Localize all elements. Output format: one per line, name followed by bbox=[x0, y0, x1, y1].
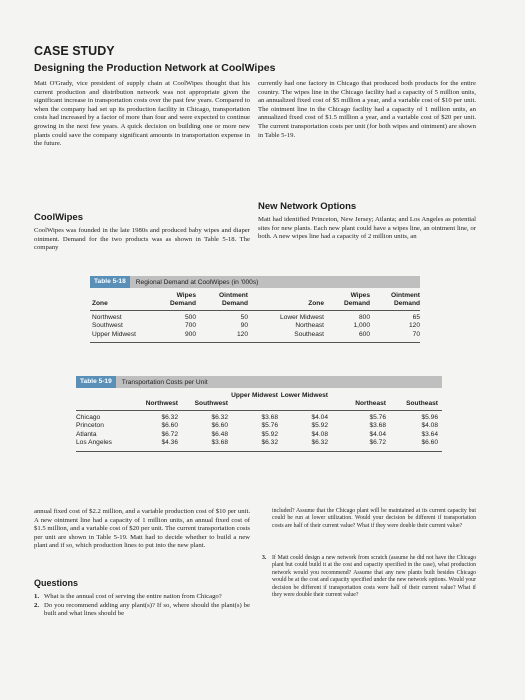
table-cell: Lower Midwest bbox=[280, 314, 324, 321]
table-5-18 bbox=[90, 276, 420, 343]
t518-col-ointment-2: Ointment Demand bbox=[391, 292, 420, 307]
table-cell: 800 bbox=[358, 314, 370, 321]
table-cell: Chicago bbox=[76, 414, 101, 421]
table-cell: Princeton bbox=[76, 422, 104, 430]
table-cell: Southwest bbox=[92, 322, 123, 330]
intro-right-paragraph: currently had one factory in Chicago that produced both products for the entire country. The wipes line in the Chicago facility had a capacity of 5 million units, an annualized fixed cost of $5 million a year, and a variable cost of $10 per unit. The ointment line in the Chicago facility had a capacity of 1 million units, an annualized fixed cost of $1.5 million a year, and a variable cost of $20 per unit. The current transportation costs per unit (for both wipes and ointment) are shown in Table 5-19. bbox=[258, 80, 476, 139]
table-5-19 bbox=[76, 376, 442, 452]
t519-col-northwest: Northwest bbox=[145, 400, 178, 407]
question-3 bbox=[262, 555, 476, 599]
t518-col-wipes: Wipes Demand bbox=[169, 292, 196, 307]
t519-col-southwest: Southwest bbox=[194, 400, 228, 407]
table-cell: $5.96 bbox=[421, 414, 438, 421]
table-cell: 65 bbox=[412, 314, 420, 321]
table-cell: $5.92 bbox=[261, 430, 278, 438]
table-cell: 90 bbox=[240, 322, 248, 330]
table-cell: 900 bbox=[184, 330, 196, 338]
table-cell: $4.36 bbox=[161, 439, 178, 447]
table-5-18-label: Table 5-18 bbox=[90, 276, 130, 288]
new-options-heading: New Network Options bbox=[258, 201, 357, 212]
table-cell: 1,000 bbox=[353, 322, 370, 330]
table-5-19-caption bbox=[76, 376, 442, 388]
table-cell: $4.08 bbox=[311, 430, 328, 438]
table-cell: $3.68 bbox=[261, 414, 278, 421]
table-cell: $4.04 bbox=[369, 430, 386, 438]
table-cell: 700 bbox=[184, 322, 196, 330]
table-cell: Northeast bbox=[295, 322, 324, 330]
table-cell: $6.32 bbox=[211, 414, 228, 421]
table-cell: $6.60 bbox=[421, 439, 438, 447]
t519-col-lower-midwest: Lower Midwest bbox=[280, 392, 328, 399]
table-cell: $5.92 bbox=[311, 422, 328, 430]
table-cell: $6.60 bbox=[161, 422, 178, 430]
questions-list-right bbox=[262, 555, 476, 599]
question-2 bbox=[34, 602, 250, 619]
coolwipes-heading: CoolWipes bbox=[34, 212, 83, 223]
t518-col-zone: Zone bbox=[92, 300, 108, 307]
question-1 bbox=[34, 593, 250, 602]
question-text: If Matt could design a new network from scratch (assume he did not have the Chicago plant but could build it at the cost and capacity specified in the case), what production network would you recommend? Assume that any new plants built besides Chicago would be at the cost and capacity specified under the new network options. Would your decision be different if transportation costs were half of their current value? What if they were double their current value? bbox=[272, 555, 476, 599]
table-cell: $3.64 bbox=[421, 430, 438, 438]
questions-list-left bbox=[34, 593, 250, 619]
t519-col-southeast: Southeast bbox=[406, 400, 438, 407]
question-text: What is the annual cost of serving the entire nation from Chicago? bbox=[44, 593, 222, 600]
table-cell: 120 bbox=[408, 322, 420, 330]
table-5-19-label: Table 5-19 bbox=[76, 376, 116, 388]
t519-col-northeast: Northeast bbox=[355, 400, 386, 407]
lower-left-paragraph: annual fixed cost of $2.2 million, and a variable production cost of $10 per unit. A new ointment line had a capacity of 1 million units, an annual fixed cost of $1.5 million, and a variable cost of $20 per unit. The current transportation costs per unit are shown in Table 5-19. Matt had to decide whether to build a new plant and if so, which production lines to put into the new plant. bbox=[34, 508, 250, 550]
table-cell: 50 bbox=[240, 314, 248, 321]
table-cell: Northwest bbox=[92, 314, 122, 321]
table-cell: $4.04 bbox=[311, 414, 328, 421]
table-cell: $4.08 bbox=[421, 422, 438, 430]
table-cell: $5.76 bbox=[369, 414, 386, 421]
table-cell: 70 bbox=[412, 330, 420, 338]
question-number: 2. bbox=[34, 601, 40, 609]
table-cell: $5.76 bbox=[261, 422, 278, 430]
table-5-18-caption bbox=[90, 276, 420, 288]
t519-col-upper-midwest: Upper Midwest bbox=[231, 392, 278, 399]
question-number: 1. bbox=[34, 593, 40, 600]
table-5-19-title: Transportation Costs per Unit bbox=[121, 378, 208, 386]
table-cell: Atlanta bbox=[76, 430, 97, 438]
table-cell: $6.60 bbox=[211, 422, 228, 430]
questions-heading: Questions bbox=[34, 578, 79, 588]
table-cell: 120 bbox=[236, 330, 248, 338]
t518-col-ointment: Ointment Demand bbox=[219, 292, 248, 307]
table-cell: $6.32 bbox=[311, 439, 328, 447]
intro-left-paragraph: Matt O'Grady, vice president of supply chain at CoolWipes thought that his current production and distribution network was not appropriate given the significant increase in transportation costs over the past few years. Compared to when the company had set up its production facility in Chicago, transportation costs had increased by a factor of more than four and were expected to continue growing in the next few years. A quick decision on building one or more new plants could save the company significant amounts in transportation expense in the future. bbox=[34, 80, 250, 148]
coolwipes-paragraph: CoolWipes was founded in the late 1980s and produced baby wipes and diaper ointment. Demand for the two products was as shown in Table 5-18. The company bbox=[34, 227, 250, 252]
case-study-tag: CASE STUDY bbox=[34, 44, 115, 58]
table-cell: $6.32 bbox=[261, 439, 278, 447]
case-title: Designing the Production Network at CoolWipes bbox=[34, 62, 276, 74]
table-5-18-title: Regional Demand at CoolWipes (in '000s) bbox=[135, 278, 259, 286]
question-2-continued: included? Assume that the Chicago plant will be maintained at its current capacity but could be run at lower utilization. Would your decision be different if transportation costs are half of their current value? What if they were double their current value? bbox=[272, 508, 476, 529]
table-cell: 600 bbox=[358, 330, 370, 338]
table-cell: Upper Midwest bbox=[92, 330, 136, 338]
question-number: 3. bbox=[262, 555, 267, 561]
table-cell: $3.68 bbox=[369, 422, 386, 430]
t519-col-blank bbox=[76, 392, 128, 408]
t518-col-zone-2: Zone bbox=[308, 300, 324, 307]
table-cell: $6.72 bbox=[369, 439, 386, 447]
table-cell: $6.72 bbox=[161, 430, 178, 438]
table-cell: $6.48 bbox=[211, 430, 228, 438]
new-options-paragraph: Matt had identified Princeton, New Jersey; Atlanta; and Los Angeles as potential sites for new plants. Each new plant could have a wipes line, an ointment line, or both. A new wipes line had a capacity of 2 million units, an bbox=[258, 216, 476, 241]
table-cell: $6.32 bbox=[161, 414, 178, 421]
question-text: Do you recommend adding any plant(s)? If so, where should the plant(s) be built and what lines should be bbox=[44, 601, 250, 618]
t518-col-wipes-2: Wipes Demand bbox=[343, 292, 370, 307]
table-cell: 500 bbox=[184, 314, 196, 321]
table-cell: Southeast bbox=[294, 330, 324, 338]
table-cell: $3.68 bbox=[211, 439, 228, 447]
table-cell: Los Angeles bbox=[76, 439, 112, 447]
